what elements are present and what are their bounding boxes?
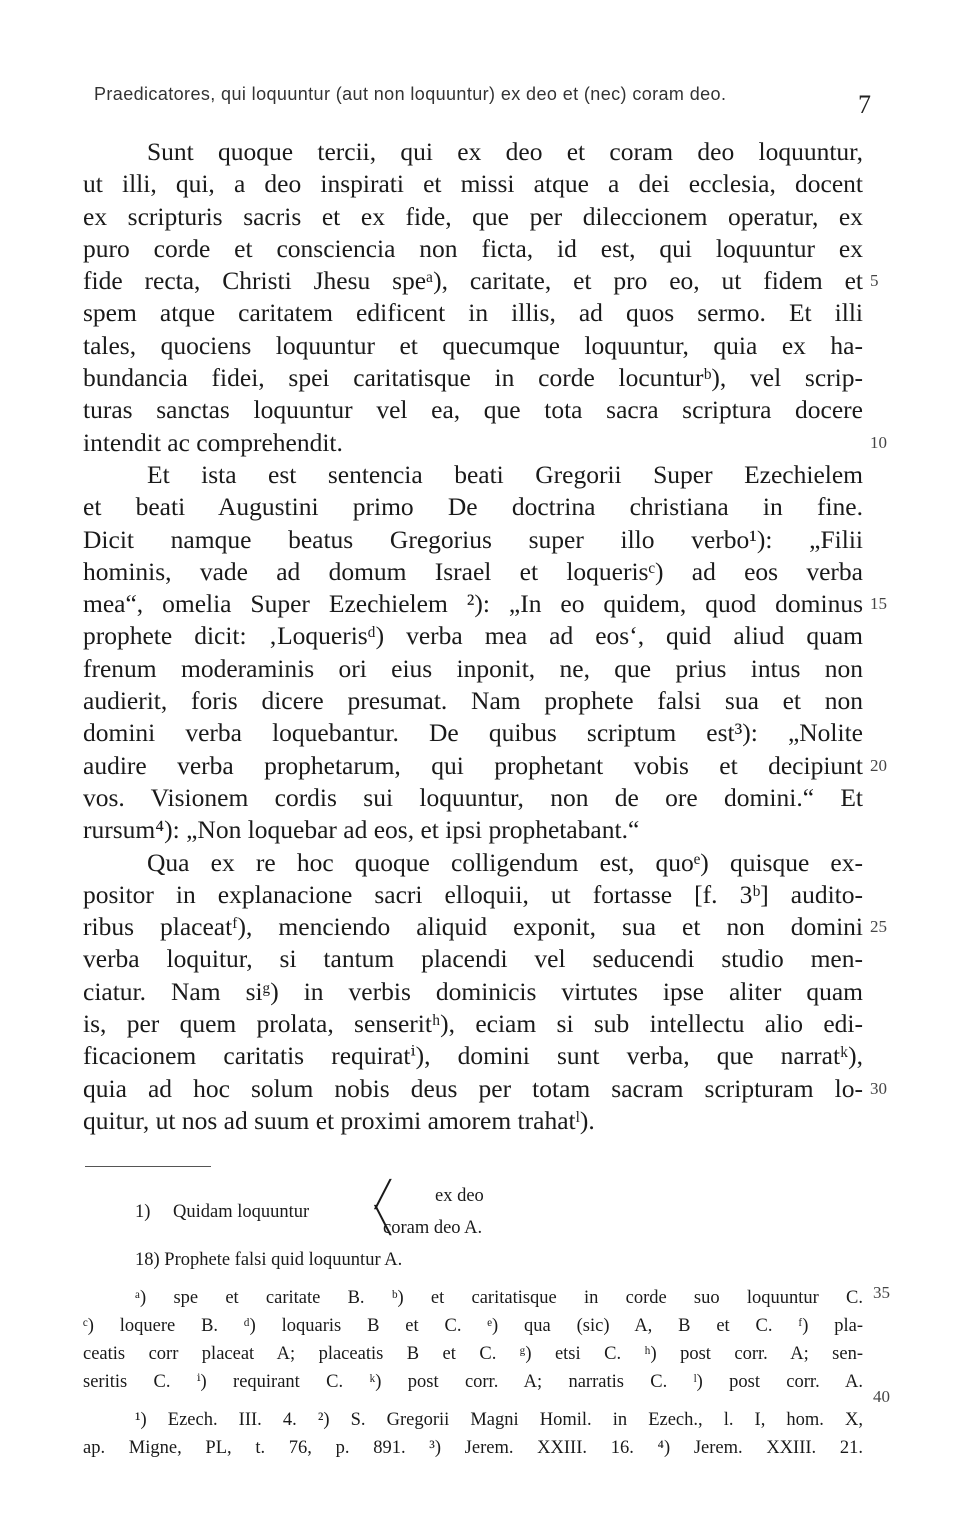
text-line: spem atque caritatem edificent in illis, ad quos sermo. Et illi	[83, 298, 863, 328]
apparatus-line: seritis C. ⁱ) requirant C. ᵏ) post corr. A; narratis C. ˡ) post corr. A.	[83, 1372, 863, 1392]
text-line: is, per quem prolata, senseritʰ), eciam si sub intellectu alio edi-	[83, 1009, 863, 1039]
apparatus-line: ᵃ) spe et caritate B. ᵇ) et caritatisque in corde suo loquuntur C.	[135, 1288, 863, 1308]
footnote-brace-note	[83, 1180, 863, 1246]
line-number: 40	[873, 1387, 890, 1406]
footnote-line: 18) Prophete falsi quid loquuntur A.	[135, 1250, 403, 1270]
text-line: domini verba loquebantur. De quibus scriptum est³): „Nolite	[83, 718, 863, 748]
text-line: hominis, vade ad domum Israel et loquerisᶜ) ad eos verba	[83, 556, 863, 586]
text-line: rursum⁴): „Non loquebar ad eos, et ipsi prophetabant.“	[83, 815, 640, 845]
footnotes	[83, 1180, 890, 1462]
text-line: Et ista est sentencia beati Gregorii Super Ezechielem	[147, 459, 863, 489]
text-line: audire verba prophetarum, qui prophetant vobis et decipiunt	[83, 750, 863, 780]
brace-upper-stroke: ╱	[375, 1180, 391, 1209]
apparatus-line: ceatis corr placeat A; placeatis B et C. ᵍ) etsi C. ʰ) post corr. A; sen-	[83, 1344, 863, 1364]
text-line: Sunt quoque tercii, qui ex deo et coram deo loquuntur,	[147, 137, 863, 166]
line-number: 20	[870, 756, 887, 775]
text-line: ribus placeatᶠ), menciendo aliquid exponit, sua et non domini	[83, 912, 863, 942]
line-number: 30	[870, 1079, 887, 1098]
text-line: intendit ac comprehendit.	[83, 427, 343, 457]
text-line: fide recta, Christi Jhesu speᵃ), caritate, et pro eo, ut fidem et	[83, 266, 863, 296]
footnote-variant-lower: coram deo A.	[383, 1218, 483, 1238]
text-line: verba loquitur, si tantum placendi vel seducendi studio men-	[83, 944, 863, 974]
footnote-number: 1)	[135, 1202, 151, 1222]
apparatus-line: ᶜ) loquere B. ᵈ) loquaris B et C. ᵉ) qua (sic) A, B et C. ᶠ) pla-	[83, 1316, 863, 1336]
text-line: ex scripturis sacris et ex fide, que per dileccionem operatur, ex	[83, 201, 863, 231]
text-line: ut illi, qui, a deo inspirati et missi atque a dei ecclesia, docent	[83, 169, 863, 199]
text-line: ficacionem caritatis requiratⁱ), domini sunt verba, que narratᵏ),	[83, 1041, 863, 1071]
source-line: ¹) Ezech. III. 4. ²) S. Gregorii Magni Homil. in Ezech., l. I, hom. X,	[135, 1410, 863, 1430]
line-number: 35	[873, 1283, 890, 1302]
text-line: Qua ex re hoc quoque colligendum est, quoᵉ) quisque ex-	[147, 847, 863, 877]
page-number: 7	[858, 90, 871, 119]
text-line: ciatur. Nam siᵍ) in verbis dominicis virtutes ipse aliter quam	[83, 976, 863, 1006]
text-line: quia ad hoc solum nobis deus per totam sacram scripturam lo-	[83, 1073, 863, 1103]
main-text	[83, 136, 863, 1137]
text-line: mea“, omelia Super Ezechielem ²): „In eo quidem, quod dominus	[83, 589, 863, 619]
text-line: Dicit namque beatus Gregorius super illo verbo¹): „Filii	[83, 524, 863, 554]
running-title: Praedicatores, qui loquuntur (aut non loquuntur) ex deo et (nec) coram deo.	[94, 84, 727, 104]
footnote-separator	[85, 1166, 211, 1167]
line-number: 5	[870, 271, 879, 290]
text-line: quitur, ut nos ad suum et proximi amorem trahatˡ).	[83, 1105, 595, 1135]
footnote-lead-text: Quidam loquuntur	[173, 1202, 310, 1222]
text-line: audierit, foris dicere presumat. Nam prophete falsi sua et non	[83, 686, 863, 716]
text-line: prophete dicit: ‚Loquerisᵈ) verba mea ad eos‘, quid aliud quam	[83, 621, 863, 651]
text-line: puro corde et consciencia non ficta, id est, qui loquuntur ex	[83, 233, 863, 263]
line-number: 25	[870, 917, 887, 936]
text-line: bundancia fidei, spei caritatisque in corde locunturᵇ), vel scrip-	[83, 363, 863, 393]
text-line: turas sanctas loquuntur vel ea, que tota sacra scriptura docere	[83, 395, 863, 425]
text-line: positor in explanacione sacri elloquii, ut fortasse [f. 3ᵇ] audito-	[83, 879, 863, 909]
line-number: 10	[870, 433, 887, 452]
text-line: et beati Augustini primo De doctrina christiana in fine.	[83, 492, 863, 522]
line-number: 15	[870, 594, 887, 613]
text-line: vos. Visionem cordis sui loquuntur, non de ore domini.“ Et	[83, 782, 863, 812]
source-line: ap. Migne, PL, t. 76, p. 891. ³) Jerem. XXIII. 16. ⁴) Jerem. XXIII. 21.	[83, 1438, 863, 1458]
footnote-variant-upper: ex deo	[435, 1186, 484, 1206]
text-line: frenum moderaminis ori eius inponit, ne, que prius intus non	[83, 653, 863, 683]
brace-lower-stroke: ╲	[375, 1206, 391, 1235]
text-line: tales, quociens loquuntur et quecumque loquuntur, quia ex ha-	[83, 330, 863, 360]
